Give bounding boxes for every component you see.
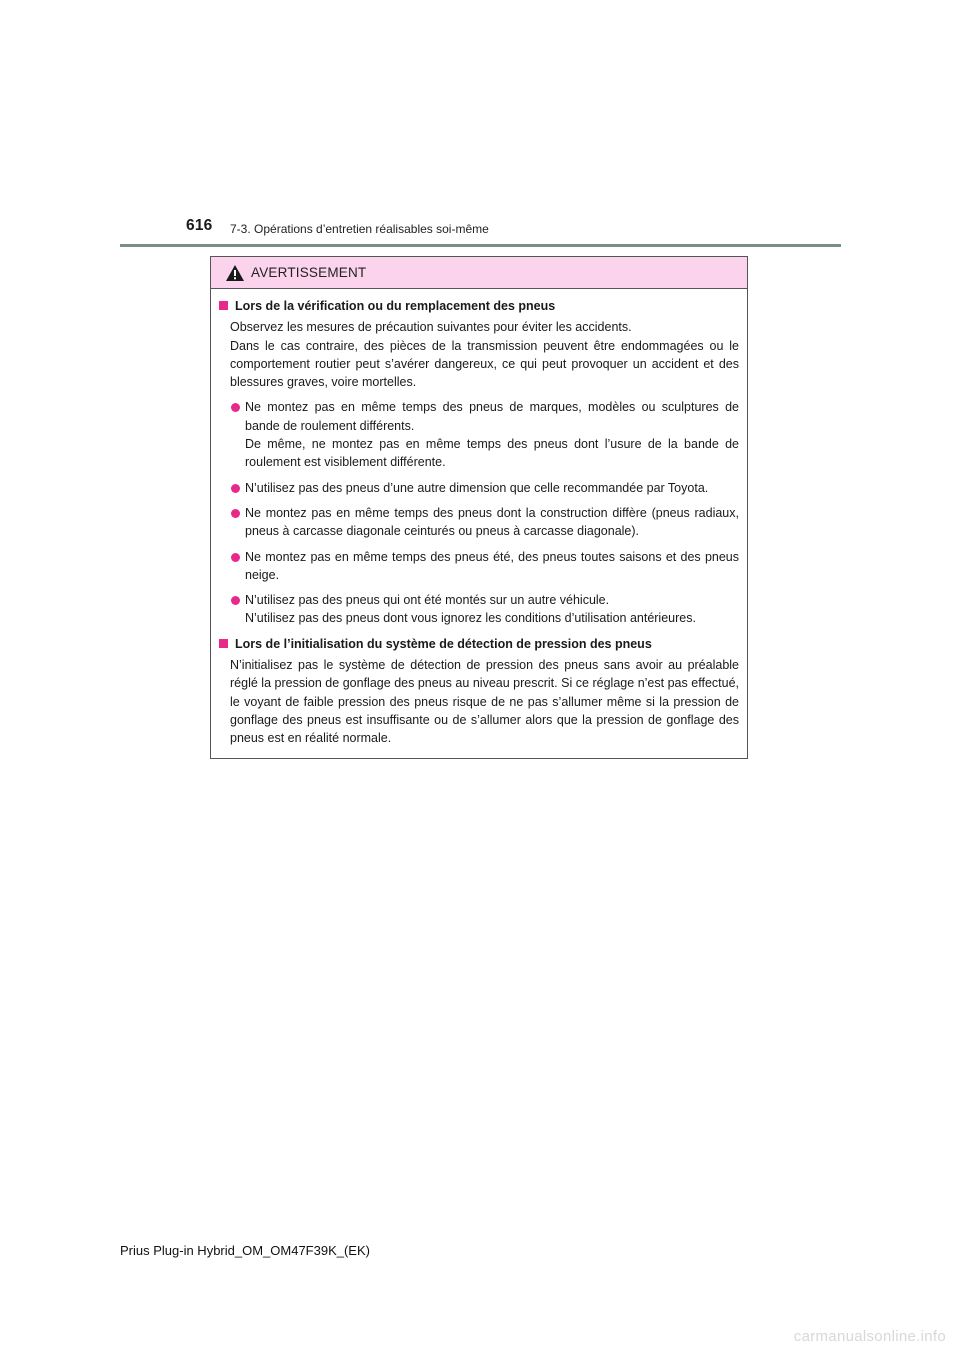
list-item-text: N’utilisez pas des pneus qui ont été montés sur un autre véhicule. [245,593,610,608]
header-rule [120,244,841,247]
list-item [219,504,739,541]
square-bullet-icon [219,639,228,648]
section-intro [219,656,739,747]
square-bullet-icon [219,301,228,310]
list-item-text: Ne montez pas en même temps des pneus dont la construction diffère (pneus radiaux, pneus à carcasse diagonale ceinturés ou pneus à carcasse diagonale). [245,505,739,539]
warning-header [211,257,747,289]
section-intro [219,318,739,391]
list-item-text: De même, ne montez pas en même temps des pneus dont l’usure de la bande de roulement est visiblement différente. [245,437,739,470]
list-item-text: N’utilisez pas des pneus d’une autre dimension que celle recommandée par Toyota. [245,480,709,495]
page-number: 616 [186,217,213,234]
round-bullet-icon [231,509,240,518]
list-item-text: Ne montez pas en même temps des pneus de marques, modèles ou sculptures de bande de roulement différents. [245,400,739,433]
warning-triangle-icon [225,264,245,282]
section-heading [219,297,739,315]
section-heading-text: Lors de l’initialisation du système de détection de pression des pneus [235,636,652,651]
warning-body [211,289,747,748]
intro-line: N’initialisez pas le système de détection de pression des pneus sans avoir au préalable réglé la pression de gonflage des pneus au niveau prescrit. Si ce réglage n’est pas effectué, le voyant de faible pression des pneus risque de ne pas s’allumer même si la pression de gonflage des pneus est insuffisante ou de s’allumer alors que la pression de gonflage des pneus est en réalité normale. [230,658,739,746]
round-bullet-icon [231,553,240,562]
list-item-text: Ne montez pas en même temps des pneus été, des pneus toutes saisons et des pneus neige. [245,549,739,582]
section-title: 7-3. Opérations d’entretien réalisables soi-même [230,222,489,236]
warning-box [210,256,748,759]
intro-line: Dans le cas contraire, des pièces de la transmission peuvent être endommagées ou le comportement routier peut s’avérer dangereux, ce qui peut provoquer un accident et des blessures graves, voire mortelles. [230,338,739,390]
intro-line: Observez les mesures de précaution suivantes pour éviter les accidents. [230,320,632,335]
list-item [219,479,739,497]
section-heading [219,635,739,653]
watermark: carmanualsonline.info [793,1328,946,1345]
document-id: Prius Plug-in Hybrid_OM_OM47F39K_(EK) [120,1243,370,1258]
round-bullet-icon [231,484,240,493]
list-item [219,591,739,628]
list-item [219,398,739,471]
list-item-text: N’utilisez pas des pneus dont vous ignorez les conditions d’utilisation antérieures. [245,611,696,626]
round-bullet-icon [231,403,240,412]
section-heading-text: Lors de la vérification ou du remplacement des pneus [235,299,556,313]
list-item [219,548,739,585]
warning-title: AVERTISSEMENT [251,265,367,280]
round-bullet-icon [231,596,240,605]
